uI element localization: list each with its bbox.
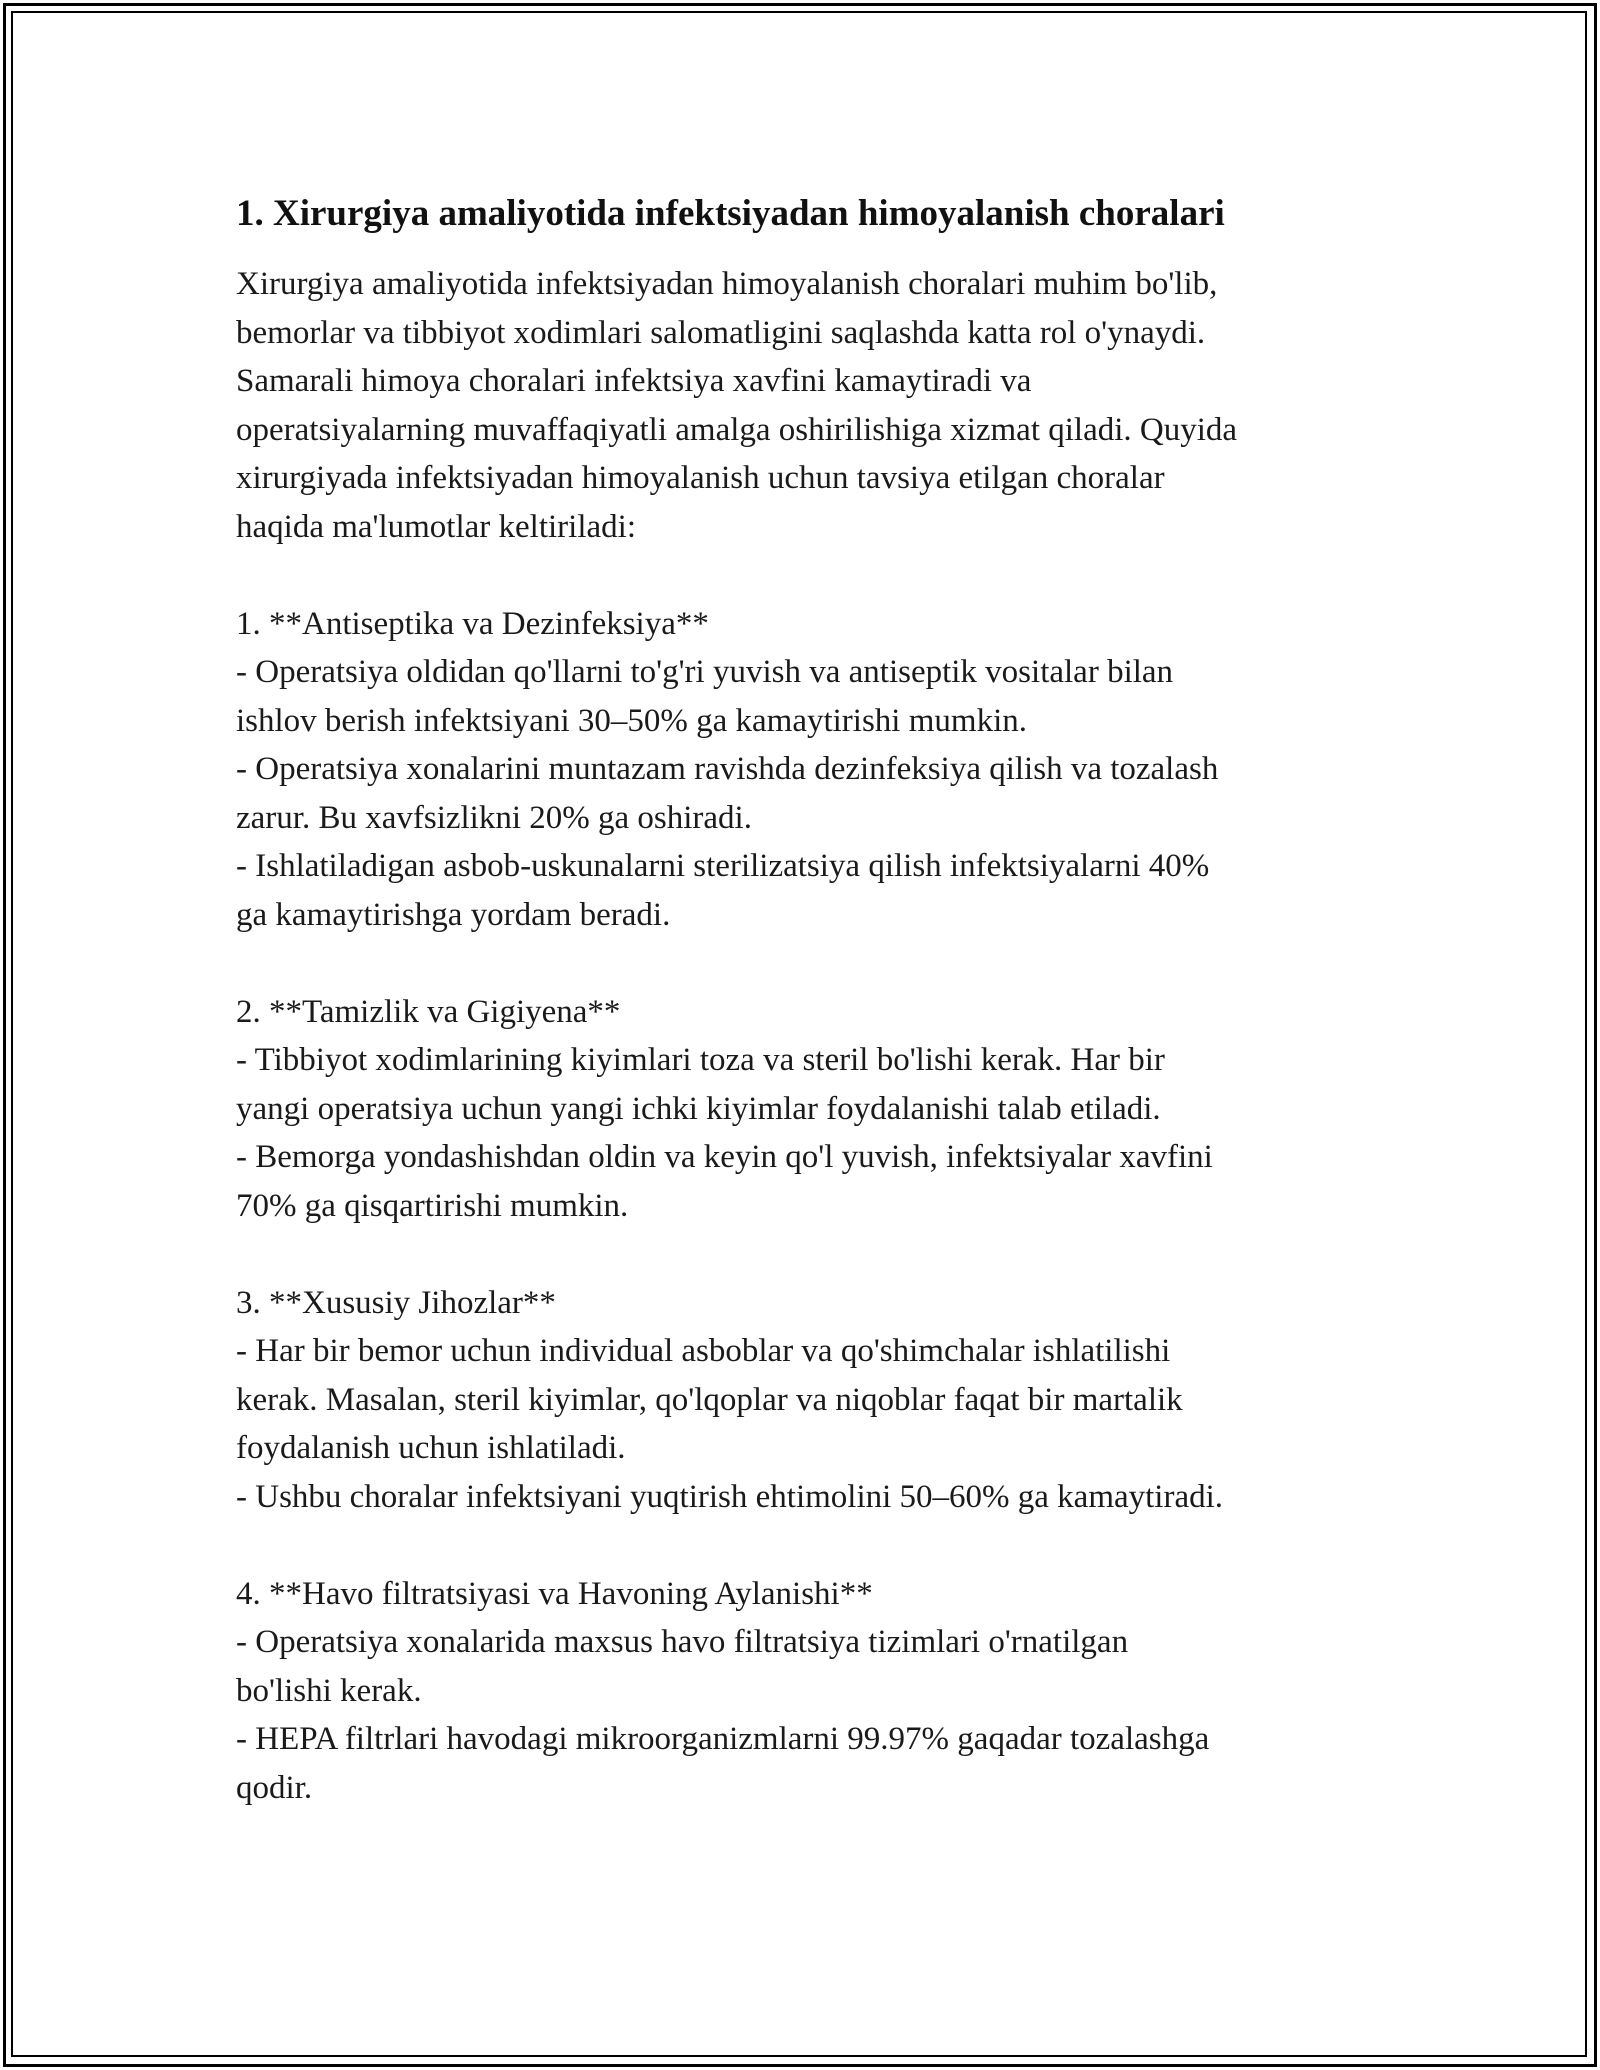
section-havo-filtratsiyasi: 4. **Havo filtratsiyasi va Havoning Aylanishi** - Operatsiya xonalarida maxsus havo filtratsiya tizimlari o'rnatilgan bo'lishi kerak. - HEPA filtrlari havodagi mikroorganizmlarni 99.97% gaqadar tozalashga qodir.	[236, 1575, 1210, 1806]
document-heading: 1. Xirurgiya amaliyotida infektsiyadan himoyalanish choralari	[236, 193, 1225, 234]
section-antiseptika: 1. **Antiseptika va Dezinfeksiya** - Operatsiya oldidan qo'llarni to'g'ri yuvish va antiseptik vositalar bilan ishlov berish infektsiyani 30–50% ga kamaytirishi mumkin. - Operatsiya xonalarini muntazam ravishda dezinfeksiya qilish va tozalash zarur. Bu xavfsizlikni 20% ga oshiradi. - Ishlatiladigan asbob-uskunalarni sterilizatsiya qilish infektsiyalarni 40% ga kamaytirishga yordam beradi.	[236, 605, 1219, 933]
intro-paragraph: Xirurgiya amaliyotida infektsiyadan himoyalanish choralari muhim bo'lib, bemorlar va tibbiyot xodimlari salomatligini saqlashda katta rol o'ynaydi. Samarali himoya choralari infektsiya xavfini kamaytiradi va operatsiyalarning muvaffaqiyatli amalga oshirilishiga xizmat qiladi. Quyida xirurgiyada infektsiyadan himoyalanish uchun tavsiya etilgan choralar haqida ma'lumotlar keltiriladi:	[236, 266, 1238, 545]
document-body	[236, 188, 1376, 1812]
section-tamizlik: 2. **Tamizlik va Gigiyena** - Tibbiyot xodimlarining kiyimlari toza va steril bo'lishi kerak. Har bir yangi operatsiya uchun yangi ichki kiyimlar foydalanishi talab etiladi. - Bemorga yondashishdan oldin va keyin qo'l yuvish, infektsiyalar xavfini 70% ga qisqartirishi mumkin.	[236, 993, 1213, 1224]
section-jihozlar: 3. **Xususiy Jihozlar** - Har bir bemor uchun individual asboblar va qo'shimchalar ishlatilishi kerak. Masalan, steril kiyimlar, qo'lqoplar va niqoblar faqat bir martalik foydalanish uchun ishlatiladi. - Ushbu choralar infektsiyani yuqtirish ehtimolini 50–60% ga kamaytiradi.	[236, 1284, 1224, 1515]
